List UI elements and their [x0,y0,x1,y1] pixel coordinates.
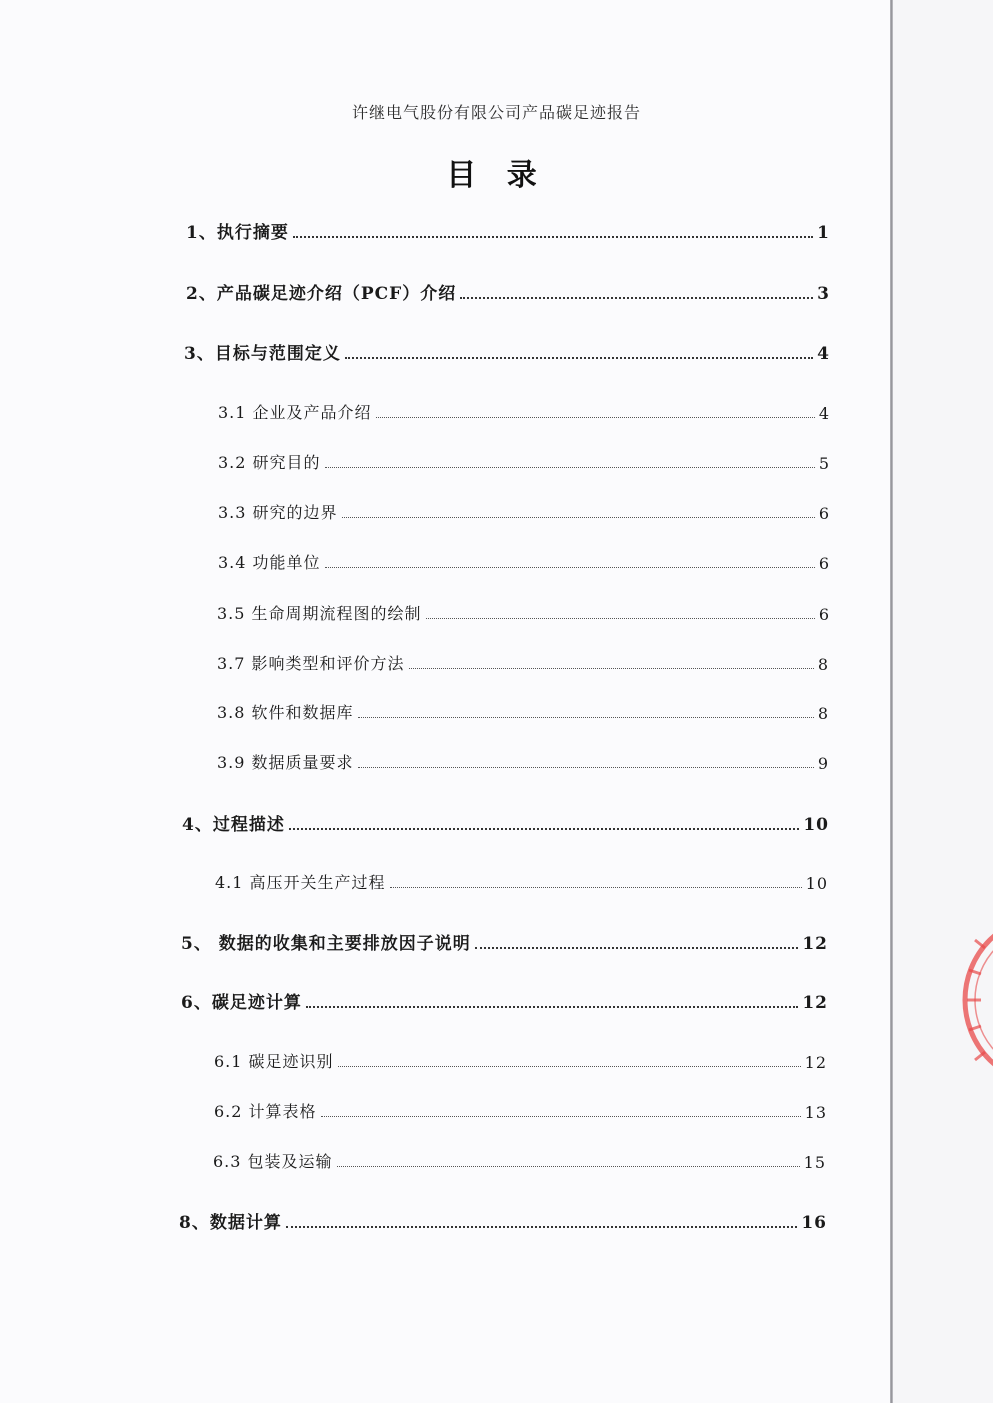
toc-entry[interactable] [217,601,830,624]
toc-dot-leader [293,236,813,238]
toc-dot-leader [286,1226,797,1228]
toc-entry-page: 8 [817,704,829,723]
toc-dot-leader [426,618,815,619]
toc-entry-page: 15 [803,1153,826,1172]
toc-entry-page: 6 [818,504,830,523]
toc-entry-label: 4.1 高压开关生产过程 [215,873,386,892]
toc-dot-leader [289,828,799,830]
toc-entry[interactable] [217,700,829,723]
red-seal-stamp [955,900,993,1100]
toc-entry[interactable] [214,1049,827,1072]
toc-entry-page: 12 [802,993,828,1013]
page-margin [893,0,993,1403]
toc-entry-label: 3.4 功能单位 [218,553,321,572]
toc-dot-leader [345,357,813,359]
toc-entry[interactable] [184,339,830,364]
toc-entry-label: 6.1 碳足迹识别 [214,1052,334,1071]
toc-entry-page: 6 [818,605,830,624]
toc-dot-leader [325,467,815,468]
toc-entry-page: 10 [803,815,829,835]
toc-entry[interactable] [217,651,829,674]
toc-entry-label: 3.5 生命周期流程图的绘制 [217,604,422,623]
toc-entry-page: 12 [802,934,828,954]
toc-dot-leader [376,417,815,418]
toc-dot-leader [306,1006,798,1008]
toc-entry[interactable] [213,1149,826,1172]
toc-entry-page: 4 [818,404,830,423]
toc-entry[interactable] [181,929,828,954]
toc-entry-label: 3.9 数据质量要求 [217,753,354,772]
toc-dot-leader [390,887,802,888]
toc-entry[interactable] [215,870,828,893]
toc-dot-leader [358,717,814,718]
toc-entry-label: 6、碳足迹计算 [181,993,302,1013]
toc-entry-page: 4 [817,344,830,364]
toc-entry-page: 8 [817,655,829,674]
toc-entry-page: 5 [818,454,830,473]
toc-entry[interactable] [217,750,829,773]
toc-dot-leader [321,1116,801,1117]
page-fold-line [890,0,893,1403]
toc-entry-page: 1 [817,223,830,243]
toc-entry-label: 3.8 软件和数据库 [217,703,354,722]
toc-dot-leader [409,668,814,669]
toc-heading: 目 录 [446,158,547,193]
toc-entry-label: 6.2 计算表格 [214,1102,317,1121]
toc-entry-label: 3、目标与范围定义 [184,344,341,364]
toc-entry[interactable] [182,810,829,835]
toc-entry-label: 3.3 研究的边界 [218,503,338,522]
document-header: 许继电气股份有限公司产品碳足迹报告 [351,103,641,122]
toc-dot-leader [325,567,815,568]
toc-dot-leader [342,517,815,518]
toc-entry[interactable] [186,218,830,243]
toc-entry-label: 3.2 研究目的 [218,453,321,472]
toc-entry-label: 4、过程描述 [182,815,285,835]
toc-dot-leader [460,297,813,299]
toc-entry-page: 10 [805,874,828,893]
toc-entry-page: 13 [804,1103,827,1122]
toc-entry[interactable] [214,1099,827,1122]
toc-entry-label: 6.3 包装及运输 [213,1152,333,1171]
toc-entry-page: 16 [801,1213,827,1233]
toc-entry[interactable] [179,1208,827,1233]
toc-entry-label: 3.1 企业及产品介绍 [218,403,372,422]
toc-entry-page: 9 [817,754,829,773]
toc-dot-leader [338,1066,801,1067]
toc-entry-label: 5、 数据的收集和主要排放因子说明 [181,934,471,954]
toc-entry-label: 3.7 影响类型和评价方法 [217,654,405,673]
toc-entry[interactable] [218,450,830,473]
toc-entry[interactable] [186,279,830,304]
toc-entry[interactable] [218,400,830,423]
toc-entry-page: 12 [804,1053,827,1072]
toc-dot-leader [475,947,799,949]
toc-entry-page: 6 [818,554,830,573]
toc-entry[interactable] [181,988,828,1013]
toc-entry[interactable] [218,500,830,523]
toc-entry-page: 3 [817,284,830,304]
toc-dot-leader [358,767,814,768]
toc-entry-label: 8、数据计算 [179,1213,282,1233]
toc-entry-label: 2、产品碳足迹介绍（PCF）介绍 [186,284,457,304]
toc-entry-label: 1、执行摘要 [186,223,289,243]
toc-entry[interactable] [218,550,830,573]
toc-dot-leader [337,1166,800,1167]
